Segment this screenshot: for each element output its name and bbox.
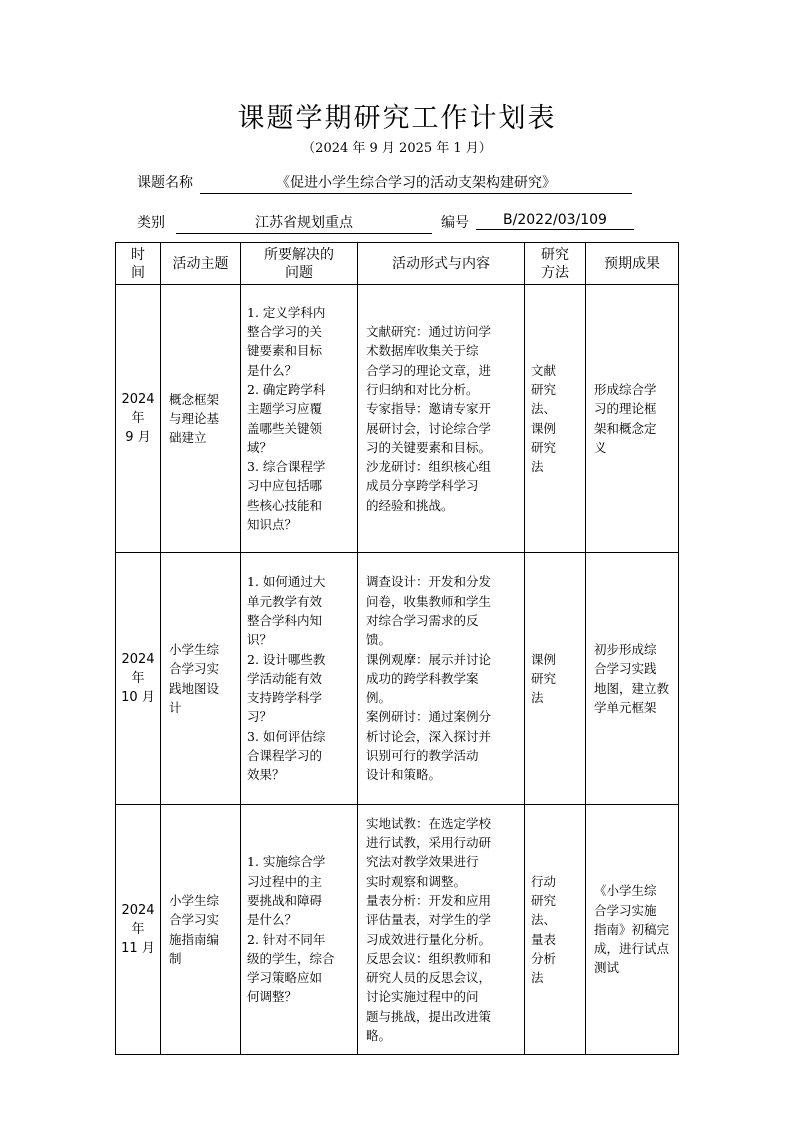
cell-text-line: 法、 [531, 912, 557, 928]
cell-text-line: 2024 [121, 392, 155, 407]
cell-text-line: 域？ [247, 439, 273, 455]
cell-form [358, 553, 525, 805]
cell-text-line: 9 月 [125, 430, 151, 445]
cell-text-line: 调查设计：开发和分发 [366, 574, 492, 590]
cell-text-line: 展研讨会，讨论综合学 [366, 420, 492, 436]
cell-theme [161, 805, 241, 1055]
cell-text-line: 2. 设计哪些教 [247, 651, 326, 667]
cell-result [586, 285, 679, 553]
cell-text-line: 法 [531, 690, 544, 706]
cell-text-line: 是什么？ [247, 362, 298, 378]
cell-text-line: 评估量表，对学生的学 [366, 912, 492, 928]
cell-text-line: 研究人员的反思会议， [366, 970, 492, 986]
cell-text-line: 设计和策略。 [366, 767, 442, 783]
cell-text-line: 法、 [531, 401, 557, 417]
cell-text-line: 学活动能有效 [247, 670, 323, 686]
cell-text-line: 间 [131, 264, 145, 281]
cell-text-line: 问题 [285, 264, 313, 281]
cell-text-line: 小学生综 [169, 892, 220, 908]
header-result [586, 243, 679, 285]
header-method [525, 243, 586, 285]
cell-text-line: 研究 [531, 381, 557, 397]
cell-text-line: 年 [131, 411, 145, 426]
cell-text-line: 预期成果 [604, 255, 660, 272]
cell-method [525, 285, 586, 553]
cell-result [586, 805, 679, 1055]
header-form [358, 243, 525, 285]
cell-text-line: 习中应包括哪 [247, 478, 323, 494]
cell-text-line: 量表分析：开发和应用 [366, 892, 492, 908]
cell-issues [241, 285, 358, 553]
cell-text-line: 1. 如何通过大 [247, 574, 326, 590]
cell-text-line: 2. 针对不同年 [247, 931, 326, 947]
cell-text-line: 1. 定义学科内 [247, 304, 326, 320]
topic-row [0, 172, 794, 192]
cell-text-line: 年 [131, 922, 145, 937]
cell-text-line: 2. 确定跨学科 [247, 381, 326, 397]
cell-text-line: 讨论实施过程中的问 [366, 989, 479, 1005]
plan-table [115, 242, 679, 1055]
cell-text-line: 文献 [531, 362, 557, 378]
cell-text-line: 级的学生，综合 [247, 950, 335, 966]
number-label: 编号 [441, 215, 469, 231]
cell-text-line: 础建立 [169, 430, 207, 446]
cell-text-line: 分析 [531, 950, 557, 966]
cell-text-line: 量表 [531, 931, 557, 947]
header-time [116, 243, 161, 285]
cell-text-line: 10 月 [121, 690, 155, 705]
cell-text-line: 沙龙研讨：组织核心组 [366, 459, 492, 475]
cell-text-line: 对综合学习需求的反 [366, 612, 479, 628]
cell-text-line: 《小学生综 [594, 883, 657, 899]
cell-theme [161, 285, 241, 553]
cell-text-line: 合课程学习的 [247, 748, 323, 764]
cell-text-line: 题与挑战，提出改进策 [366, 1008, 492, 1024]
cell-text-line: 合学习实践 [594, 661, 657, 677]
cell-text-line: 效果？ [247, 767, 285, 783]
cell-text-line: 键要素和目标 [247, 343, 323, 359]
cell-text-line: 习的理论框 [594, 401, 657, 417]
cell-form [358, 805, 525, 1055]
header-issues [241, 243, 358, 285]
page-subtitle: （2024 年 9 月 2025 年 1 月） [302, 141, 492, 156]
cell-text-line: 习？ [247, 709, 273, 725]
cell-text-line: 方法 [541, 264, 569, 281]
cell-text-line: 研究 [531, 670, 557, 686]
cell-text-line: 学习策略应如 [247, 970, 323, 986]
topic-label: 课题名称 [137, 175, 193, 191]
meta-row [0, 212, 794, 232]
cell-time [116, 805, 161, 1055]
category-label: 类别 [137, 215, 165, 231]
cell-text-line: 形成综合学 [594, 381, 657, 397]
cell-text-line: 实地试教：在选定学校 [366, 815, 492, 831]
cell-text-line: 年 [131, 671, 145, 686]
table-row [116, 285, 679, 553]
cell-text-line: 究法对教学效果进行 [366, 854, 479, 870]
cell-text-line: 初步形成综 [594, 641, 657, 657]
cell-text-line: 术数据库收集关于综 [366, 343, 479, 359]
cell-text-line: 2024 [121, 903, 155, 918]
cell-text-line: 合学习实 [169, 661, 220, 677]
cell-text-line: 1. 实施综合学 [247, 854, 326, 870]
cell-text-line: 课例 [531, 651, 557, 667]
cell-text-line: 支持跨学科学 [247, 690, 323, 706]
cell-text-line: 时 [131, 246, 145, 263]
cell-issues [241, 553, 358, 805]
cell-form [358, 285, 525, 553]
cell-time [116, 285, 161, 553]
cell-text-line: 践地图设 [169, 680, 220, 696]
cell-text-line: 测试 [594, 960, 620, 976]
page-title: 课题学期研究工作计划表 [237, 103, 557, 134]
cell-text-line: 小学生综 [169, 641, 220, 657]
cell-theme [161, 553, 241, 805]
cell-text-line: 与理论基 [169, 410, 220, 426]
cell-text-line: 整合学习的关 [247, 324, 323, 340]
cell-text-line: 计 [169, 699, 182, 715]
cell-text-line: 11 月 [121, 941, 155, 956]
cell-text-line: 盖哪些关键领 [247, 420, 323, 436]
cell-text-line: 专家指导：邀请专家开 [366, 401, 492, 417]
cell-text-line: 3. 综合课程学 [247, 459, 326, 475]
cell-text-line: 地图，建立教 [594, 680, 670, 696]
table-row [116, 553, 679, 805]
cell-text-line: 的经验和挑战。 [366, 497, 454, 513]
cell-text-line: 何调整？ [247, 989, 298, 1005]
cell-text-line: 略。 [366, 1027, 392, 1043]
number-value: B/2022/03/109 [476, 212, 634, 230]
cell-text-line: 行动 [531, 873, 557, 889]
cell-text-line: 馈。 [366, 632, 392, 648]
cell-text-line: 文献研究：通过访问学 [366, 324, 492, 340]
cell-text-line: 知识点？ [247, 516, 298, 532]
cell-text-line: 法 [531, 459, 544, 475]
cell-result [586, 553, 679, 805]
cell-text-line: 单元教学有效 [247, 593, 323, 609]
cell-text-line: 识别可行的教学活动 [366, 748, 479, 764]
cell-text-line: 概念框架 [169, 391, 220, 407]
cell-text-line: 进行试教，采用行动研 [366, 835, 492, 851]
cell-text-line: 所要解决的 [264, 246, 334, 263]
cell-time [116, 553, 161, 805]
table-header-row [116, 243, 679, 285]
cell-text-line: 成功的跨学科教学案 [366, 670, 479, 686]
cell-text-line: 成员分享跨学科学习 [366, 478, 479, 494]
cell-text-line: 问卷，收集教师和学生 [366, 593, 492, 609]
cell-text-line: 活动主题 [172, 255, 229, 272]
cell-text-line: 学单元框架 [594, 699, 657, 715]
topic-value: 《促进小学生综合学习的活动支架构建研究》 [200, 172, 632, 194]
cell-issues [241, 805, 358, 1055]
cell-text-line: 习的关键要素和目标。 [366, 439, 492, 455]
cell-method [525, 805, 586, 1055]
cell-text-line: 识？ [247, 632, 273, 648]
cell-text-line: 施指南编 [169, 931, 220, 947]
cell-text-line: 整合学科内知 [247, 612, 323, 628]
cell-text-line: 行归纳和对比分析。 [366, 381, 479, 397]
cell-text-line: 合学习实施 [594, 902, 657, 918]
cell-text-line: 主题学习应覆 [247, 401, 323, 417]
cell-text-line: 法 [531, 970, 544, 986]
cell-text-line: 合学习实 [169, 912, 220, 928]
cell-text-line: 课例观摩：展示并讨论 [366, 651, 492, 667]
cell-text-line: 2024 [121, 652, 155, 667]
cell-text-line: 案例研讨：通过案例分 [366, 709, 492, 725]
cell-text-line: 例。 [366, 690, 392, 706]
cell-text-line: 习成效进行量化分析。 [366, 931, 492, 947]
header-theme [161, 243, 241, 285]
cell-text-line: 是什么？ [247, 912, 298, 928]
cell-text-line: 成，进行试点 [594, 941, 670, 957]
cell-text-line: 要挑战和障碍 [247, 892, 323, 908]
cell-text-line: 实时观察和调整。 [366, 873, 467, 889]
cell-text-line: 指南》初稿完 [594, 921, 670, 937]
cell-text-line: 研究 [531, 892, 557, 908]
cell-text-line: 义 [594, 439, 607, 455]
cell-text-line: 研究 [541, 246, 569, 263]
cell-text-line: 制 [169, 950, 182, 966]
cell-text-line: 活动形式与内容 [392, 255, 490, 272]
cell-text-line: 研究 [531, 439, 557, 455]
cell-text-line: 些核心技能和 [247, 497, 323, 513]
cell-method [525, 553, 586, 805]
cell-text-line: 反思会议：组织教师和 [366, 950, 492, 966]
cell-text-line: 课例 [531, 420, 557, 436]
cell-text-line: 3. 如何评估综 [247, 728, 326, 744]
cell-text-line: 架和概念定 [594, 420, 657, 436]
cell-text-line: 析讨论会，深入探讨并 [366, 728, 492, 744]
cell-text-line: 习过程中的主 [247, 873, 323, 889]
cell-text-line: 合学习的理论文章，进 [366, 362, 492, 378]
category-value: 江苏省规划重点 [176, 212, 432, 234]
table-row [116, 805, 679, 1055]
